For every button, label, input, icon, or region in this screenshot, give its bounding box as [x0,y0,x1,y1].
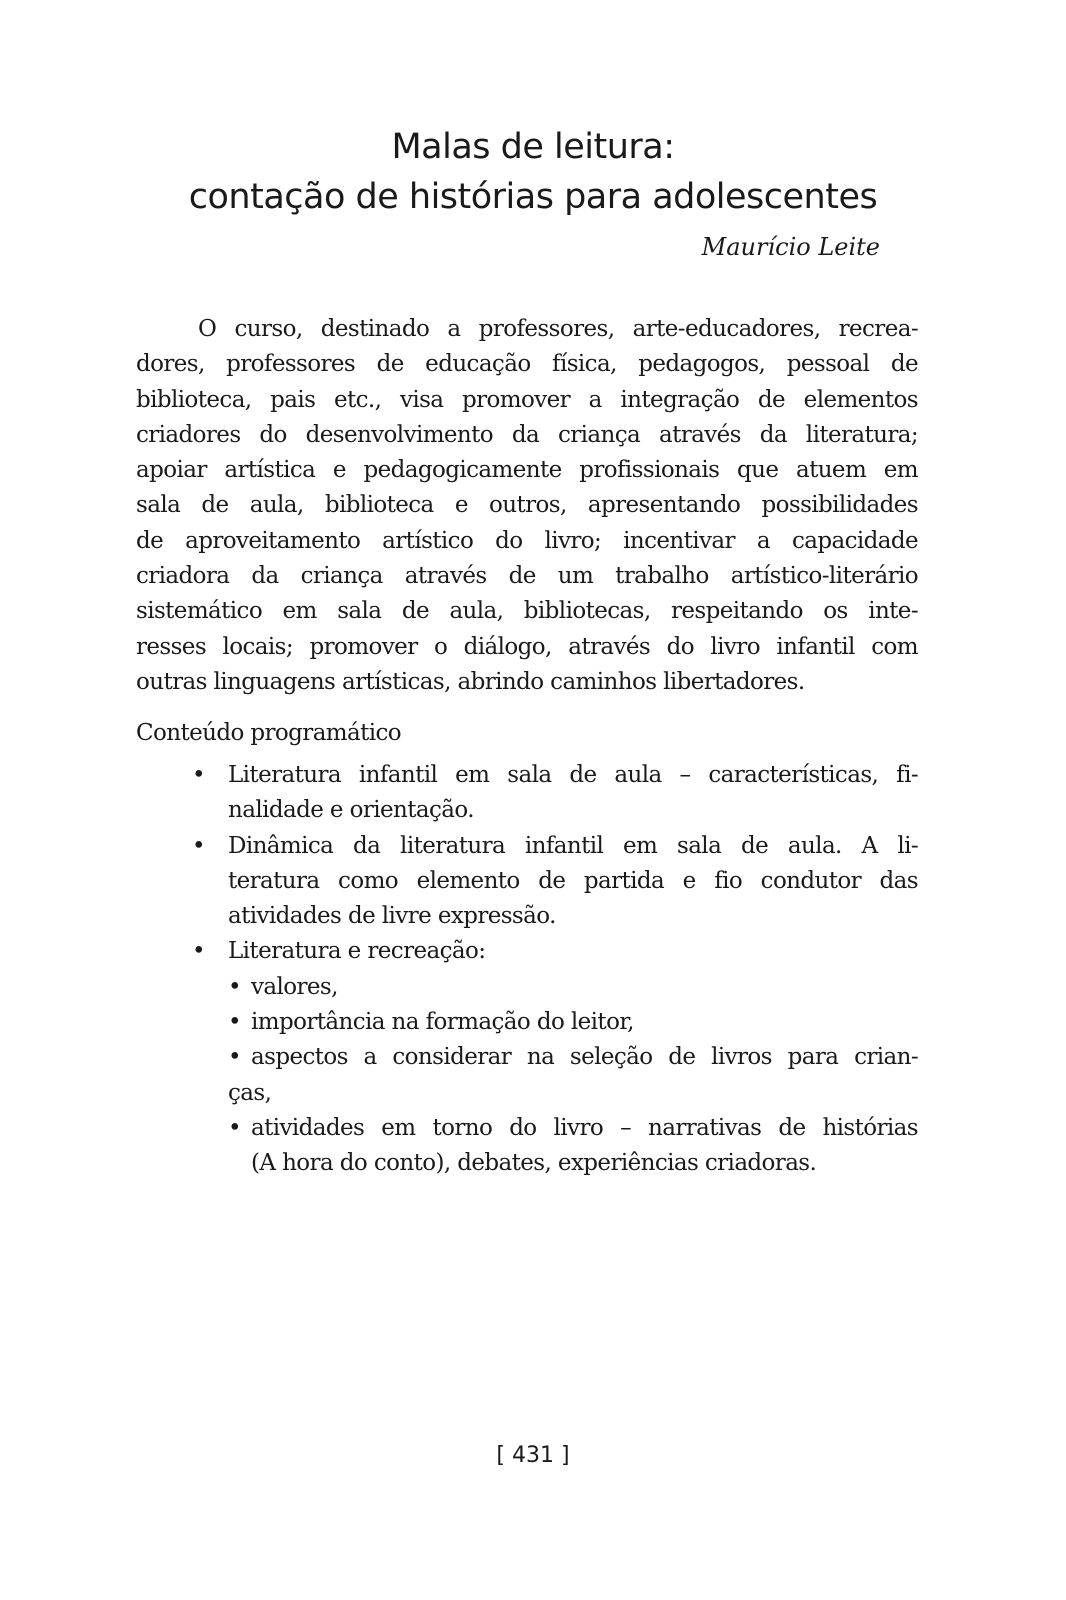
list-item-line: nalidade e orientação. [228,797,474,824]
bullet-icon: • [192,762,205,788]
title-line-2: contação de histórias para adolescentes [188,177,878,217]
sub-bullet-icon: • [228,1114,241,1141]
list-item-line: teratura como elemento de partida e fio condutor das [228,867,918,894]
author-name: Maurício Leite [701,233,880,261]
sub-list-item-line: importância na formação do leitor, [251,1009,634,1036]
paragraph-line: outras linguagens artísticas, abrindo caminhos libertadores. [136,668,805,695]
list-item-line: atividades de livre expressão. [228,903,556,930]
sub-bullet-icon: • [228,1044,241,1071]
section-heading: Conteúdo programático [136,720,402,746]
bullet-icon: • [192,832,205,859]
paragraph-line: apoiar artística e pedagogicamente profissionais que atuem em [136,457,918,484]
page-title [0,122,1066,222]
content-list [136,758,918,1182]
paragraph-line: de aproveitamento artístico do livro; incentivar a capacidade [136,527,918,554]
title-line-1: Malas de leitura: [391,127,675,167]
sub-list-item-line: valores, [251,973,338,1000]
paragraph-line: sistemático em sala de aula, bibliotecas, respeitando os inte- [136,598,918,625]
list-item-line: Dinâmica da literatura infantil em sala de aula. A li- [228,832,918,859]
list-item-line: Literatura e recreação: [228,938,486,965]
list-item [136,829,918,935]
sub-list-item [136,1005,918,1040]
sub-list-item-line: ças, [228,1079,272,1106]
paragraph-line: O curso, destinado a professores, arte-educadores, recrea- [198,316,918,342]
intro-paragraph [136,312,918,700]
paragraph-line: sala de aula, biblioteca e outros, apresentando possibilidades [136,492,918,519]
list-item [136,758,918,829]
sub-list-item-line: atividades em torno do livro – narrativas de histórias [251,1114,918,1141]
sub-list-item [136,1111,918,1182]
list-item-line: Literatura infantil em sala de aula – características, fi- [228,762,918,788]
sub-list-item [136,1040,918,1111]
paragraph-line: criadora da criança através de um trabalho artístico-literário [136,563,918,590]
paragraph-line: dores, professores de educação física, pedagogos, pessoal de [136,351,918,378]
paragraph-line: biblioteca, pais etc., visa promover a integração de elementos [136,386,918,413]
paragraph-line: resses locais; promover o diálogo, através do livro infantil com [136,633,918,660]
paragraph-line: criadores do desenvolvimento da criança através da literatura; [136,421,918,448]
sub-list-item [136,970,918,1005]
page-number: [ 431 ] [496,1443,570,1468]
sub-bullet-icon: • [228,973,241,1000]
sub-bullet-icon: • [228,1009,241,1036]
list-item [136,934,918,969]
sub-list-item-line: (A hora do conto), debates, experiências criadoras. [251,1150,817,1177]
bullet-icon: • [192,938,205,965]
sub-list-item-line: aspectos a considerar na seleção de livros para crian- [251,1044,918,1071]
